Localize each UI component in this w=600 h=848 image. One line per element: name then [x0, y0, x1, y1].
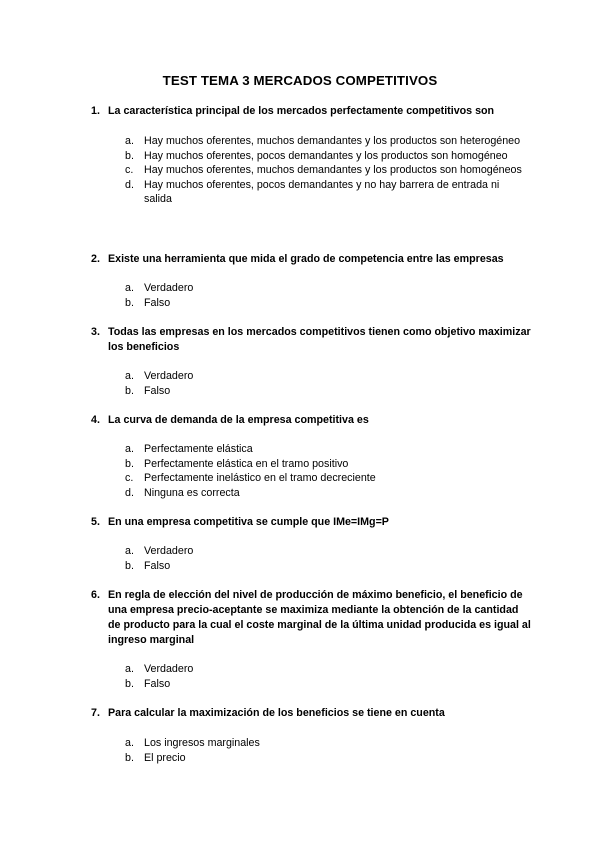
question-6	[91, 588, 531, 648]
option-letter: b.	[125, 384, 134, 397]
page-title: TEST TEMA 3 MERCADOS COMPETITIVOS	[162, 73, 438, 88]
option-item	[125, 442, 525, 457]
option-letter: c.	[125, 472, 134, 485]
option-item	[125, 281, 525, 296]
option-item	[125, 559, 525, 574]
option-text: Hay muchos oferentes, pocos demandantes y no hay barrera de entrada ni salida	[144, 178, 500, 206]
question-5-options	[125, 544, 525, 573]
question-text: La característica principal de los mercados perfectamente competitivos son	[108, 105, 495, 117]
question-4	[91, 413, 531, 428]
question-text: Existe una herramienta que mida el grado de competencia entre las empresas	[108, 253, 504, 265]
option-item	[125, 544, 525, 559]
option-text: El precio	[144, 751, 186, 764]
option-text: Ninguna es correcta	[144, 486, 240, 499]
option-text: Perfectamente inelástico en el tramo decreciente	[144, 472, 376, 485]
option-text: Hay muchos oferentes, pocos demandantes y los productos son homogéneo	[144, 149, 508, 162]
question-number: 1.	[91, 105, 100, 117]
question-text: En una empresa competitiva se cumple que IMe=IMg=P	[108, 516, 389, 528]
question-number: 6.	[91, 589, 100, 601]
question-7-options	[125, 736, 525, 765]
option-text: Falso	[144, 559, 171, 572]
option-text: Perfectamente elástica en el tramo positivo	[144, 457, 349, 470]
question-text: Todas las empresas en los mercados competitivos tienen como objetivo maximizar los beneficios	[108, 326, 531, 353]
question-text: Para calcular la maximización de los beneficios se tiene en cuenta	[108, 707, 445, 719]
option-letter: b.	[125, 149, 134, 162]
option-letter: a.	[125, 737, 134, 749]
option-text: Verdadero	[144, 370, 194, 382]
option-item	[125, 486, 525, 501]
option-item	[125, 149, 525, 164]
option-letter: a.	[125, 545, 134, 557]
option-letter: a.	[125, 135, 134, 147]
option-text: Falso	[144, 384, 171, 397]
question-1-options	[125, 134, 525, 207]
question-number: 4.	[91, 414, 100, 426]
option-text: Verdadero	[144, 663, 194, 675]
option-text: Hay muchos oferentes, muchos demandantes y los productos son heterogéneo	[144, 135, 521, 147]
question-2-options	[125, 281, 525, 310]
option-item	[125, 178, 525, 207]
option-item	[125, 662, 525, 677]
option-text: Verdadero	[144, 545, 194, 557]
option-text: Perfectamente elástica	[144, 443, 253, 455]
option-text: Los ingresos marginales	[144, 737, 260, 749]
option-item	[125, 736, 525, 751]
question-text: En regla de elección del nivel de producción de máximo beneficio, el beneficio de una empresa precio-aceptante se maximiza mediante la obtención de la cantidad de producto para la cual el coste marginal de la última unidad producida es igual al ingreso marginal	[108, 589, 531, 646]
question-4-options	[125, 442, 525, 500]
option-letter: d.	[125, 178, 134, 191]
option-item	[125, 134, 525, 149]
option-letter: a.	[125, 663, 134, 675]
option-letter: b.	[125, 457, 134, 470]
question-5	[91, 515, 531, 530]
option-item	[125, 677, 525, 692]
option-letter: a.	[125, 370, 134, 382]
question-2	[91, 252, 531, 267]
option-text: Hay muchos oferentes, muchos demandantes y los productos son homogéneos	[144, 164, 522, 177]
question-number: 3.	[91, 326, 100, 338]
option-letter: b.	[125, 751, 134, 764]
option-text: Falso	[144, 296, 171, 309]
option-text: Verdadero	[144, 282, 194, 294]
option-letter: a.	[125, 282, 134, 294]
option-letter: d.	[125, 486, 134, 499]
option-item	[125, 296, 525, 311]
option-item	[125, 384, 525, 399]
option-letter: a.	[125, 443, 134, 455]
question-3-options	[125, 369, 525, 398]
question-6-options	[125, 662, 525, 691]
option-letter: b.	[125, 677, 134, 690]
option-item	[125, 457, 525, 472]
question-number: 7.	[91, 707, 100, 719]
option-item	[125, 369, 525, 384]
question-text: La curva de demanda de la empresa competitiva es	[108, 414, 369, 426]
option-item	[125, 163, 525, 178]
option-letter: b.	[125, 296, 134, 309]
question-7	[91, 706, 531, 721]
option-item	[125, 751, 525, 766]
option-letter: c.	[125, 164, 134, 177]
option-letter: b.	[125, 559, 134, 572]
question-3	[91, 325, 531, 355]
option-text: Falso	[144, 677, 171, 690]
question-1	[91, 104, 531, 119]
question-number: 2.	[91, 253, 100, 265]
option-item	[125, 471, 525, 486]
question-number: 5.	[91, 516, 100, 528]
